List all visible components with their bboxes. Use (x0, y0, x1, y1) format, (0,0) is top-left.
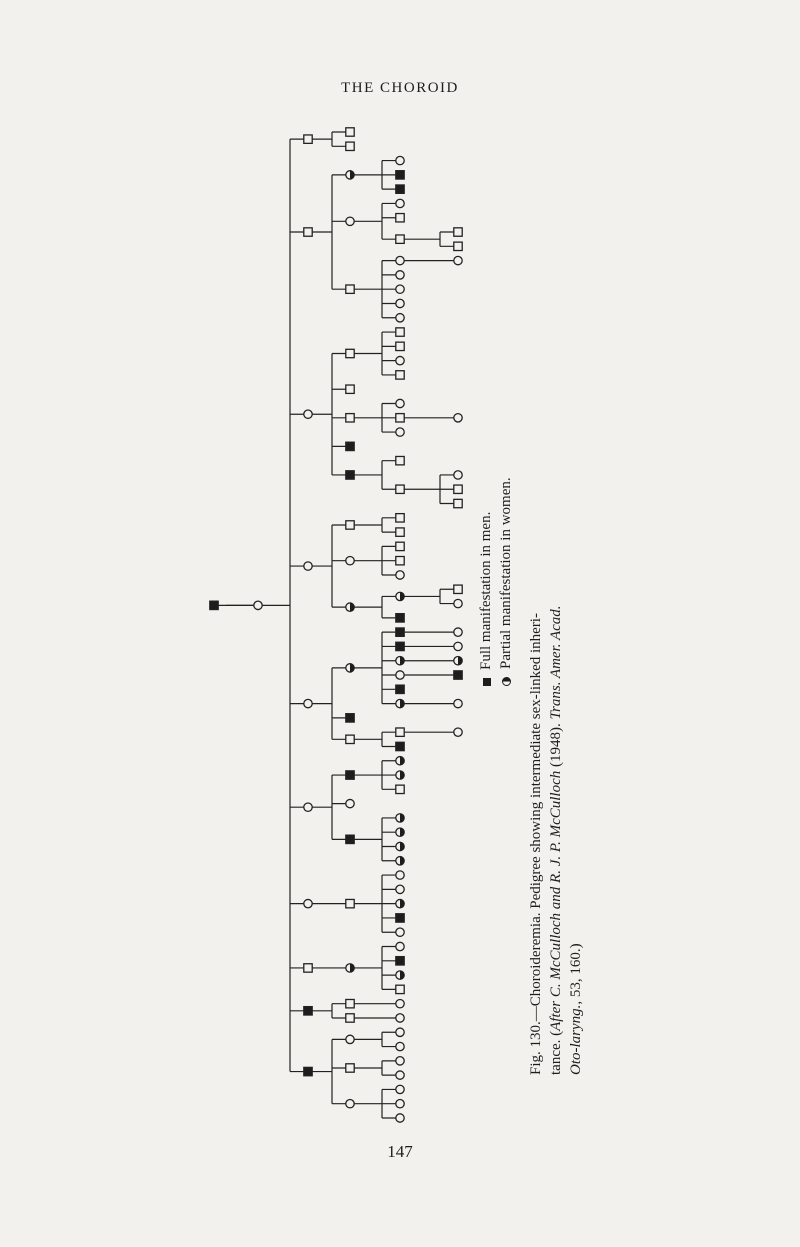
male-symbol (346, 349, 354, 357)
partial-female-symbol (396, 592, 404, 600)
male-symbol (346, 142, 354, 150)
female-symbol (396, 871, 404, 879)
female-symbol (396, 1071, 404, 1079)
male-symbol (396, 985, 404, 993)
female-symbol (346, 1035, 354, 1043)
male-symbol (346, 414, 354, 422)
affected-male-symbol (396, 171, 404, 179)
male-symbol (454, 485, 462, 493)
female-symbol (396, 428, 404, 436)
male-symbol (396, 328, 404, 336)
female-symbol (396, 928, 404, 936)
partial-female-symbol (346, 603, 354, 611)
male-symbol (454, 242, 462, 250)
female-symbol (454, 728, 462, 736)
partial-female-symbol (346, 171, 354, 179)
half-filled-circle-icon (502, 677, 511, 686)
female-symbol (454, 471, 462, 479)
legend-full-label: Full manifestation in men. (478, 511, 494, 670)
male-symbol (396, 371, 404, 379)
female-symbol (254, 601, 262, 609)
female-symbol (396, 1085, 404, 1093)
affected-male-symbol (396, 614, 404, 622)
partial-female-symbol (454, 657, 462, 665)
partial-female-symbol (396, 971, 404, 979)
male-symbol (396, 556, 404, 564)
partial-female-symbol (396, 899, 404, 907)
female-symbol (454, 642, 462, 650)
figure-caption-line-1: Fig. 130.—Choroideremia. Pedigree showing intermediate sex-linked inheri- (528, 613, 544, 1075)
male-symbol (396, 342, 404, 350)
affected-male-symbol (346, 771, 354, 779)
male-symbol (346, 735, 354, 743)
affected-male-symbol (396, 185, 404, 193)
female-symbol (396, 314, 404, 322)
male-symbol (454, 228, 462, 236)
partial-female-symbol (346, 964, 354, 972)
female-symbol (454, 414, 462, 422)
male-symbol (454, 499, 462, 507)
male-symbol (396, 514, 404, 522)
female-symbol (304, 410, 312, 418)
affected-male-symbol (396, 628, 404, 636)
legend-partial (498, 477, 515, 686)
female-symbol (396, 999, 404, 1007)
affected-male-symbol (396, 685, 404, 693)
female-symbol (396, 1014, 404, 1022)
page-number: 147 (387, 1142, 413, 1161)
female-symbol (304, 803, 312, 811)
affected-male-symbol (396, 742, 404, 750)
affected-male-symbol (454, 671, 462, 679)
female-symbol (396, 285, 404, 293)
affected-male-symbol (304, 1067, 312, 1075)
legend-full (478, 512, 495, 686)
male-symbol (396, 528, 404, 536)
male-symbol (346, 385, 354, 393)
female-symbol (454, 599, 462, 607)
filled-square-icon (483, 678, 491, 686)
male-symbol (396, 485, 404, 493)
male-symbol (396, 728, 404, 736)
female-symbol (454, 256, 462, 264)
female-symbol (304, 699, 312, 707)
female-symbol (346, 217, 354, 225)
male-symbol (346, 1014, 354, 1022)
male-symbol (346, 899, 354, 907)
female-symbol (396, 1057, 404, 1065)
female-symbol (346, 556, 354, 564)
female-symbol (396, 942, 404, 950)
partial-female-symbol (396, 757, 404, 765)
male-symbol (396, 456, 404, 464)
female-symbol (454, 699, 462, 707)
female-symbol (396, 156, 404, 164)
female-symbol (396, 256, 404, 264)
female-symbol (396, 1114, 404, 1122)
male-symbol (346, 521, 354, 529)
male-symbol (454, 585, 462, 593)
male-symbol (304, 135, 312, 143)
partial-female-symbol (396, 857, 404, 865)
partial-female-symbol (396, 828, 404, 836)
affected-male-symbol (396, 914, 404, 922)
female-symbol (304, 562, 312, 570)
female-symbol (396, 1028, 404, 1036)
affected-male-symbol (304, 1007, 312, 1015)
male-symbol (396, 785, 404, 793)
affected-male-symbol (396, 642, 404, 650)
figure-caption-line-2: tance. (After C. McCulloch and R. J. P. McCulloch (1948). Trans. Amer. Acad. (548, 605, 564, 1075)
female-symbol (396, 299, 404, 307)
male-symbol (346, 1064, 354, 1072)
male-symbol (396, 414, 404, 422)
female-symbol (396, 356, 404, 364)
female-symbol (346, 799, 354, 807)
male-symbol (396, 235, 404, 243)
partial-female-symbol (396, 771, 404, 779)
affected-male-symbol (346, 835, 354, 843)
male-symbol (396, 214, 404, 222)
female-symbol (396, 571, 404, 579)
female-symbol (396, 671, 404, 679)
male-symbol (396, 542, 404, 550)
female-symbol (304, 899, 312, 907)
affected-male-symbol (210, 601, 218, 609)
male-symbol (346, 285, 354, 293)
male-symbol (346, 999, 354, 1007)
female-symbol (396, 1100, 404, 1108)
partial-female-symbol (396, 842, 404, 850)
male-symbol (304, 228, 312, 236)
male-symbol (304, 964, 312, 972)
female-symbol (396, 271, 404, 279)
female-symbol (396, 199, 404, 207)
affected-male-symbol (396, 957, 404, 965)
affected-male-symbol (346, 442, 354, 450)
female-symbol (396, 399, 404, 407)
partial-female-symbol (396, 699, 404, 707)
partial-female-symbol (396, 814, 404, 822)
female-symbol (396, 1042, 404, 1050)
affected-male-symbol (346, 471, 354, 479)
legend-partial-label: Partial manifestation in women. (498, 477, 514, 669)
male-symbol (346, 128, 354, 136)
affected-male-symbol (346, 714, 354, 722)
female-symbol (346, 1100, 354, 1108)
partial-female-symbol (346, 664, 354, 672)
female-symbol (396, 885, 404, 893)
figure-caption-line-3: Oto-laryng., 53, 160.) (568, 943, 584, 1075)
female-symbol (454, 628, 462, 636)
running-head: THE CHOROID (341, 80, 459, 96)
partial-female-symbol (396, 657, 404, 665)
